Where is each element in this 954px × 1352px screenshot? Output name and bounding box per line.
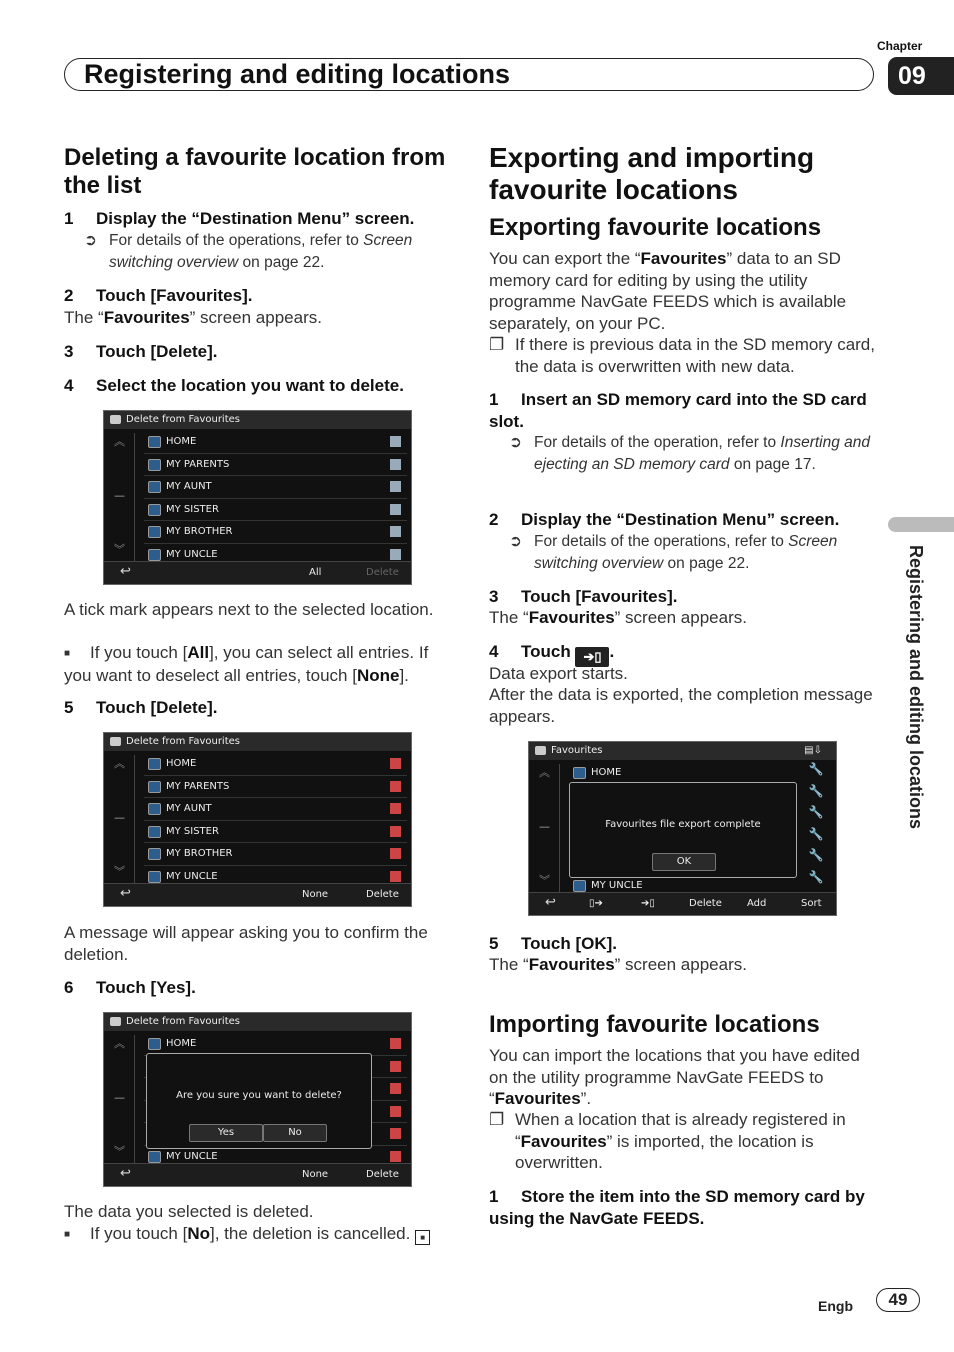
list-item[interactable]: MY BROTHER <box>144 843 407 866</box>
list-item[interactable]: MY SISTER <box>144 499 407 522</box>
list-item[interactable]: MY BROTHER <box>144 521 407 544</box>
screen-title-bar: Delete from Favourites <box>104 411 411 429</box>
location-icon <box>148 826 161 838</box>
screen-1-caption: A tick mark appears next to the selected location. <box>64 600 434 619</box>
list-item[interactable]: HOME <box>144 431 407 454</box>
scroll-up-icon: ︽ <box>539 766 550 779</box>
wrench-icon[interactable]: 🔧 <box>808 805 824 819</box>
add-button[interactable]: Add <box>747 898 767 909</box>
location-icon <box>148 1151 161 1163</box>
scroll-down-icon: ︾ <box>114 1145 125 1158</box>
tick-icon <box>390 1083 401 1094</box>
sd-card-icon: ▤⇩ <box>804 745 822 756</box>
location-icon <box>148 459 161 471</box>
tick-icon <box>390 758 401 769</box>
export-step-2: 2 Display the “Destination Menu” screen. <box>489 510 840 529</box>
scrollbar[interactable]: ︽ — ︾ <box>108 433 135 561</box>
bullet-no: ■ If you touch [No], the deletion is cancelled. ■ <box>64 1223 449 1246</box>
list-item[interactable]: MY PARENTS <box>144 776 407 799</box>
step-3: 3 Touch [Delete]. <box>64 342 218 361</box>
location-icon <box>148 526 161 538</box>
favourites-icon <box>110 1017 121 1026</box>
confirm-dialog <box>146 1053 372 1149</box>
location-icon <box>148 549 161 561</box>
import-icon[interactable]: ➔▯ <box>641 898 655 909</box>
tick-icon <box>390 871 401 882</box>
screen-bottom-bar <box>104 561 411 584</box>
home-icon <box>148 436 161 448</box>
screen-export-complete: Favourites ▤⇩ ︽ — ︾ HOME MY UNCLE 🔧 🔧 🔧 🔧 🔧 🔧 Favourites file export complete OK ↩ ▯➔ ➔▯ Delete Add Sort <box>528 741 837 916</box>
tick-icon <box>390 803 401 814</box>
back-icon[interactable]: ↩ <box>120 886 131 901</box>
list-item[interactable]: MY AUNT <box>144 798 407 821</box>
scrollbar[interactable]: ︽ — ︾ <box>108 1035 135 1163</box>
wrench-icon[interactable]: 🔧 <box>808 826 824 841</box>
tick-icon <box>390 848 401 859</box>
export-step-5: 5 Touch [OK]. <box>489 934 617 953</box>
ok-button[interactable]: OK <box>652 853 716 871</box>
bullet-all: ■ If you touch [All], you can select all entries. If you want to deselect all entries, touch [None]. <box>64 643 429 685</box>
checkbox-note-icon: ❐ <box>489 1110 505 1129</box>
location-icon <box>148 504 161 516</box>
export-icon: ➔▯ <box>575 647 609 667</box>
all-button[interactable]: All <box>309 567 322 578</box>
export-step-2-note: ➲ For details of the operations, refer to Screen switching overview on page 22. <box>509 533 838 572</box>
home-icon <box>148 758 161 770</box>
page-number: 49 <box>876 1288 920 1312</box>
export-step-4: 4 Touch ➔▯ . <box>489 641 879 667</box>
wrench-icon[interactable]: 🔧 <box>808 783 824 798</box>
export-heading: Exporting favourite locations <box>489 214 822 241</box>
delete-button[interactable]: Delete <box>366 1169 399 1180</box>
language-label: Engb <box>818 1298 853 1314</box>
home-icon <box>148 1038 161 1050</box>
side-tab <box>888 517 954 532</box>
bullet-icon: ■ <box>64 1229 71 1240</box>
list-item[interactable]: MY UNCLE <box>144 866 407 889</box>
back-icon[interactable]: ↩ <box>120 1166 131 1181</box>
scrollbar[interactable]: ︽ — ︾ <box>533 764 560 892</box>
step-1: 1 Display the “Destination Menu” screen. <box>64 209 415 228</box>
arrow-icon: ➲ <box>509 434 522 451</box>
list-item[interactable]: HOME <box>144 753 407 776</box>
location-icon <box>148 481 161 493</box>
scroll-up-icon: ︽ <box>114 435 125 448</box>
screen-delete-confirm: Delete from Favourites ︽ — ︾ HOME MY UNCLE Are you sure you want to delete? Yes No ↩ None Delete <box>103 1012 412 1187</box>
bullet-icon: ■ <box>64 648 71 659</box>
export-complete-dialog <box>569 782 797 878</box>
no-button[interactable]: No <box>263 1124 327 1142</box>
tick-icon <box>390 1061 401 1072</box>
import-intro: You can import the locations that you have edited on the utility programme NavGate FEEDS to “Favourites”. <box>489 1046 860 1108</box>
right-main-heading: Exporting and importing favourite locations <box>489 142 815 205</box>
wrench-icon[interactable]: 🔧 <box>808 848 824 862</box>
tick-icon <box>390 1128 401 1139</box>
side-tab-label: Registering and editing locations <box>906 545 926 830</box>
tick-icon <box>390 781 401 792</box>
tick-icon <box>390 826 401 837</box>
checkbox-icon <box>390 459 401 470</box>
step-1-note: ➲ For details of the operations, refer to Screen switching overview on page 22. <box>84 232 413 271</box>
yes-button[interactable]: Yes <box>189 1124 263 1142</box>
scroll-down-icon: ︾ <box>114 543 125 556</box>
export-step-1-note: ➲ For details of the operation, refer to Inserting and ejecting an SD memory card on page 17. <box>509 434 871 473</box>
step-4: 4 Select the location you want to delete. <box>64 376 404 395</box>
export-intro: You can export the “Favourites” data to an SD memory card for editing by using the utility programme NavGate FEEDS which is available separately, on your PC. <box>489 249 847 333</box>
screen-3-caption: The data you selected is deleted. <box>64 1202 314 1221</box>
scroll-up-icon: ︽ <box>114 757 125 770</box>
delete-button[interactable]: Delete <box>366 889 399 900</box>
checkbox-icon <box>390 481 401 492</box>
none-button[interactable]: None <box>302 889 329 900</box>
list-item[interactable]: MY SISTER <box>144 821 407 844</box>
step-2-text: The “Favourites” screen appears. <box>64 308 322 327</box>
export-step-4-text-2: After the data is exported, the completion message appears. <box>489 685 873 726</box>
favourites-icon <box>110 415 121 424</box>
location-icon <box>148 803 161 815</box>
list-item[interactable]: MY UNCLE <box>144 544 407 567</box>
step-5: 5 Touch [Delete]. <box>64 698 218 717</box>
list-item[interactable]: MY AUNT <box>144 476 407 499</box>
list-item[interactable]: MY PARENTS <box>144 454 407 477</box>
export-step-4-text-1: Data export starts. <box>489 664 628 683</box>
location-icon <box>148 871 161 883</box>
location-icon <box>573 880 586 892</box>
chapter-label: Chapter <box>877 39 923 53</box>
checkbox-icon <box>390 526 401 537</box>
back-icon[interactable]: ↩ <box>545 895 556 910</box>
delete-button[interactable]: Delete <box>689 898 722 909</box>
favourites-icon <box>535 746 546 755</box>
screen-delete-select <box>103 410 412 585</box>
chapter-number: 09 <box>888 57 954 95</box>
scrollbar[interactable]: ︽ — ︾ <box>108 755 135 883</box>
import-heading: Importing favourite locations <box>489 1011 820 1038</box>
export-check-note: ❐ If there is previous data in the SD memory card, the data is overwritten with new data. <box>489 335 875 376</box>
edit-column <box>800 762 832 891</box>
favourites-icon <box>110 737 121 746</box>
left-column <box>64 144 449 200</box>
step-2: 2 Touch [Favourites]. <box>64 286 253 305</box>
tick-icon <box>390 1106 401 1117</box>
home-icon <box>573 767 586 779</box>
confirm-message: Are you sure you want to delete? <box>176 1090 342 1101</box>
end-mark-icon: ■ <box>415 1230 430 1245</box>
scroll-up-icon: ︽ <box>114 1037 125 1050</box>
step-6: 6 Touch [Yes]. <box>64 978 196 997</box>
import-step-1: 1 Store the item into the SD memory card by using the NavGate FEEDS. <box>489 1187 865 1228</box>
export-step-3-text: The “Favourites” screen appears. <box>489 608 747 627</box>
wrench-icon[interactable]: 🔧 <box>808 762 824 776</box>
scroll-down-icon: ︾ <box>114 865 125 878</box>
location-icon <box>148 848 161 860</box>
sort-button[interactable]: Sort <box>801 898 822 909</box>
export-step-3: 3 Touch [Favourites]. <box>489 587 678 606</box>
delete-button[interactable]: Delete <box>366 567 399 578</box>
checkbox-note-icon: ❐ <box>489 335 505 354</box>
scroll-down-icon: ︾ <box>539 874 550 887</box>
screen-2-caption: A message will appear asking you to confirm the deletion. <box>64 923 428 964</box>
wrench-icon[interactable]: 🔧 <box>808 869 824 884</box>
tick-icon <box>390 1151 401 1162</box>
page-title: Registering and editing locations <box>84 59 511 89</box>
tick-icon <box>390 1038 401 1049</box>
export-step-5-text: The “Favourites” screen appears. <box>489 955 747 974</box>
import-check-note: ❐ When a location that is already registered in “Favourites” is imported, the location is overwritten. <box>489 1110 846 1172</box>
checkbox-icon <box>390 504 401 515</box>
section-heading-delete: Deleting a favourite location from the list <box>64 144 446 199</box>
checkbox-icon <box>390 436 401 447</box>
export-complete-message: Favourites file export complete <box>605 819 761 830</box>
export-step-1: 1 Insert an SD memory card into the SD card slot. <box>489 390 867 431</box>
location-icon <box>148 781 161 793</box>
none-button[interactable]: None <box>302 1169 329 1180</box>
screen-delete-ticked: Delete from Favourites ︽ — ︾ HOME MY PARENTS MY AUNT MY SISTER MY BROTHER MY UNCLE ↩ None Delete <box>103 732 412 907</box>
arrow-icon: ➲ <box>84 232 97 249</box>
export-icon[interactable]: ▯➔ <box>589 898 603 909</box>
arrow-icon: ➲ <box>509 533 522 550</box>
checkbox-icon <box>390 549 401 560</box>
back-icon[interactable]: ↩ <box>120 564 131 579</box>
